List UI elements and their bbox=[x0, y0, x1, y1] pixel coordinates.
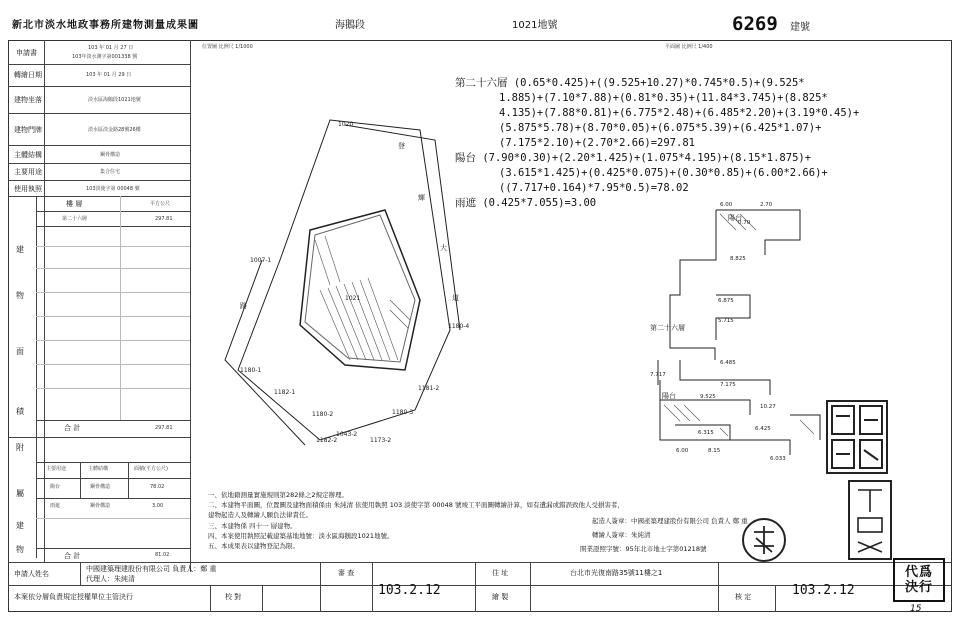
draft-label: 繪 製 bbox=[492, 593, 509, 601]
dimension-label: 6.875 bbox=[718, 298, 734, 304]
building-location-label: 建物坐落 bbox=[14, 96, 42, 104]
note-line: 建物起造人及轉繪人願負法律責任。 bbox=[208, 511, 312, 520]
side-char: 建 bbox=[16, 521, 24, 530]
applicant-agent: 代理人：朱純清 bbox=[86, 575, 135, 583]
lot-label: 1182-1 bbox=[274, 389, 296, 396]
attach-row-struct: 鋼骨構造 bbox=[90, 484, 111, 490]
lot-label: 1180-1 bbox=[240, 367, 262, 374]
footnote: 本案依分層負責規定授權單位主管決行 bbox=[14, 593, 133, 601]
calc-line: 4.135)+(7.88*0.81)+(6.775*2.48)+(6.485*2.20)+(3.19*0.45)+ bbox=[499, 107, 860, 119]
road-char: 登 bbox=[398, 142, 405, 150]
dimension-label: 6.00 bbox=[676, 448, 689, 454]
handwritten-mark: 15 bbox=[910, 604, 922, 614]
calc-line: (5.875*5.78)+(8.70*0.05)+(6.075*5.39)+(6.425*1.07)+ bbox=[499, 122, 822, 134]
attach-row-use: 陽台 bbox=[50, 484, 61, 490]
lot-label: 1043-2 bbox=[336, 431, 358, 438]
permit-number: 103淡使字第 00048 號 bbox=[86, 186, 140, 192]
lot-label: 1021 bbox=[345, 295, 361, 302]
attach-struct-header: 主體結構 bbox=[88, 466, 109, 472]
note-line: 三、本建物係 四十一 層建物。 bbox=[208, 521, 297, 530]
attach-area-header: 面積(平方公尺) bbox=[134, 466, 168, 472]
dimension-label: 6.033 bbox=[770, 456, 786, 462]
note-line: 二、本建物平面圖，位置圖及建物面積係由 朱純清 依使用執照 103 淡使字第 00048 號竣工平面圖轉繪計算，如有遺漏或錯誤致他人受損害者， bbox=[208, 501, 624, 510]
calc-line: 第二十六層 (0.65*0.425)+((9.525+10.27)*0.745*0.5)+(9.525* bbox=[455, 77, 805, 89]
survey-date-label: 轉繪日期 bbox=[14, 71, 42, 79]
permit-label: 使用執照 bbox=[14, 185, 42, 193]
drafter-signature: 轉繪人簽章：朱純清 bbox=[592, 531, 651, 539]
lot-label: 1020 bbox=[338, 121, 354, 128]
dimension-label: 7.717 bbox=[650, 372, 666, 378]
official-seal-square bbox=[826, 400, 888, 474]
check-label: 校 對 bbox=[225, 593, 242, 601]
total-area: 297.81 bbox=[155, 425, 173, 431]
building-number: 6269 bbox=[732, 13, 778, 35]
main-use: 集合住宅 bbox=[100, 169, 121, 175]
site-plan-scale: 位置圖 比例尺 1/1000 bbox=[202, 44, 253, 50]
apply-date: 103 年 01 月 27 日 bbox=[88, 45, 134, 51]
review-label: 審 查 bbox=[338, 569, 355, 577]
dimension-label: 2.70 bbox=[760, 202, 773, 208]
main-structure: 鋼骨構造 bbox=[100, 152, 121, 158]
delegation-stamp-text: 代爲決行 bbox=[904, 565, 933, 595]
dimension-label: 6.00 bbox=[720, 202, 733, 208]
dimension-label: 0.70 bbox=[738, 220, 751, 226]
lot-label: 1007-1 bbox=[250, 257, 272, 264]
calc-line: (7.175*2.10)+(2.70*2.66)=297.81 bbox=[499, 137, 695, 149]
attach-total-label: 合 計 bbox=[64, 552, 81, 560]
dimension-label: 6.425 bbox=[755, 426, 771, 432]
review-date-stamp: 103.2.12 bbox=[378, 583, 441, 598]
applicant-company: 中國建築理建股份有限公司 負責人：鄭 重 bbox=[86, 565, 217, 573]
side-char: 屬 bbox=[16, 489, 24, 498]
delegation-stamp bbox=[893, 558, 945, 602]
floor-area: 297.81 bbox=[155, 216, 173, 222]
side-char: 附 bbox=[16, 443, 24, 452]
official-seal-rect bbox=[848, 480, 892, 560]
balcony-label: 陽台 bbox=[728, 214, 742, 222]
building-number-suffix: 建號 bbox=[790, 22, 810, 33]
road-char: 輝 bbox=[418, 194, 425, 202]
note-line: 四、本案使用執照記載建築基地地號：淡水區海鵝段1021地號。 bbox=[208, 531, 394, 540]
floor-name: 第二十六層 bbox=[62, 216, 88, 222]
dimension-label: 6.315 bbox=[698, 430, 714, 436]
apply-number: 103年淡水測字第001338 號 bbox=[72, 54, 138, 60]
side-char: 物 bbox=[16, 545, 24, 554]
dimension-label: 10.27 bbox=[760, 404, 776, 410]
balcony-label: 陽台 bbox=[662, 392, 676, 400]
note-line: 一、依地籍測量實施規則第282條之2規定辦理。 bbox=[208, 491, 349, 499]
attach-row-use: 雨遮 bbox=[50, 503, 61, 509]
dimension-label: 9.525 bbox=[700, 394, 716, 400]
lot-label: 1182-2 bbox=[316, 437, 338, 444]
area-header: 平方公尺 bbox=[150, 201, 171, 207]
address-value: 台北市光復南路35號11樓之1 bbox=[570, 569, 663, 577]
dimension-label: 6.485 bbox=[720, 360, 736, 366]
dimension-label: 7.175 bbox=[720, 382, 736, 388]
side-char: 建 bbox=[16, 245, 24, 254]
address-label: 住 址 bbox=[492, 569, 509, 577]
door-label: 建物門牌 bbox=[14, 126, 42, 134]
attach-use-header: 主要用途 bbox=[46, 466, 67, 472]
road-char: 大 bbox=[440, 244, 447, 252]
side-char: 面 bbox=[16, 347, 24, 356]
lot-label: 1181-2 bbox=[418, 385, 440, 392]
calc-line: 雨遮 (0.425*7.055)=3.00 bbox=[455, 197, 597, 209]
floor-plan-scale: 平面圖 比例尺 1/400 bbox=[665, 44, 713, 50]
side-char: 積 bbox=[16, 407, 24, 416]
calc-line: 陽台 (7.90*0.30)+(2.20*1.425)+(1.075*4.195)+(8.15*1.875)+ bbox=[455, 152, 812, 164]
floor-header: 樓 層 bbox=[66, 200, 83, 208]
apply-label: 申請書 bbox=[16, 49, 37, 57]
road-char: 道 bbox=[452, 294, 459, 302]
survey-date: 103 年 01 月 29 日 bbox=[86, 72, 132, 78]
floor-plan-floor-label: 第二十六層 bbox=[650, 324, 685, 332]
attach-row-area: 3.00 bbox=[152, 503, 164, 509]
calc-line: 1.885)+(7.10*7.88)+(0.81*0.35)+(11.84*3.745)+(8.825* bbox=[499, 92, 828, 104]
dimension-label: 5.715 bbox=[718, 318, 734, 324]
main-use-label: 主要用途 bbox=[14, 168, 42, 176]
dimension-label: 8.15 bbox=[708, 448, 721, 454]
inspect-label: 核 定 bbox=[735, 593, 752, 601]
notes-block bbox=[208, 490, 624, 551]
license-number: 開業證照字號：95年北市地士字第01218號 bbox=[580, 545, 707, 553]
calc-line: (3.615*1.425)+(0.425*0.075)+(0.30*0.85)+(6.00*2.66)+ bbox=[499, 167, 828, 179]
floor-plan bbox=[620, 200, 820, 465]
applicant-label: 申請人姓名 bbox=[14, 570, 49, 578]
road-char: 路 bbox=[240, 302, 247, 310]
lot-label: 1180-2 bbox=[312, 411, 334, 418]
attach-row-struct: 鋼骨構造 bbox=[90, 503, 111, 509]
attach-row-area: 78.02 bbox=[150, 484, 165, 490]
door-address: 淡水區淡金路28號26樓 bbox=[88, 127, 141, 133]
main-structure-label: 主體結構 bbox=[14, 151, 42, 159]
note-line: 五、本成果表以建物登記為限。 bbox=[208, 542, 299, 551]
lot-label: 1180-3 bbox=[392, 409, 414, 416]
lot-number: 1021地號 bbox=[512, 20, 558, 31]
site-plan bbox=[220, 110, 470, 450]
attach-total: 81.02 bbox=[155, 552, 170, 558]
lot-boundary bbox=[238, 120, 450, 440]
lot-label: 1180-4 bbox=[448, 323, 470, 330]
total-label: 合 計 bbox=[64, 424, 81, 432]
calc-line: ((7.717+0.164)*7.95*0.5)=78.02 bbox=[499, 182, 689, 194]
area-calculation bbox=[455, 76, 875, 211]
section-name: 海鵝段 bbox=[335, 20, 365, 31]
side-char: 物 bbox=[16, 291, 24, 300]
lot-label: 1173-2 bbox=[370, 437, 392, 444]
building-location: 淡水區海鵝段1021地號 bbox=[88, 97, 141, 103]
office-title: 新北市淡水地政事務所建物測量成果圖 bbox=[12, 20, 199, 31]
builder-signature: 起造人簽章：中國產築理建股份有限公司 負責人 鄭 重 bbox=[592, 517, 748, 525]
inspect-date-stamp: 103.2.12 bbox=[792, 583, 855, 598]
dimension-label: 8.825 bbox=[730, 256, 746, 262]
